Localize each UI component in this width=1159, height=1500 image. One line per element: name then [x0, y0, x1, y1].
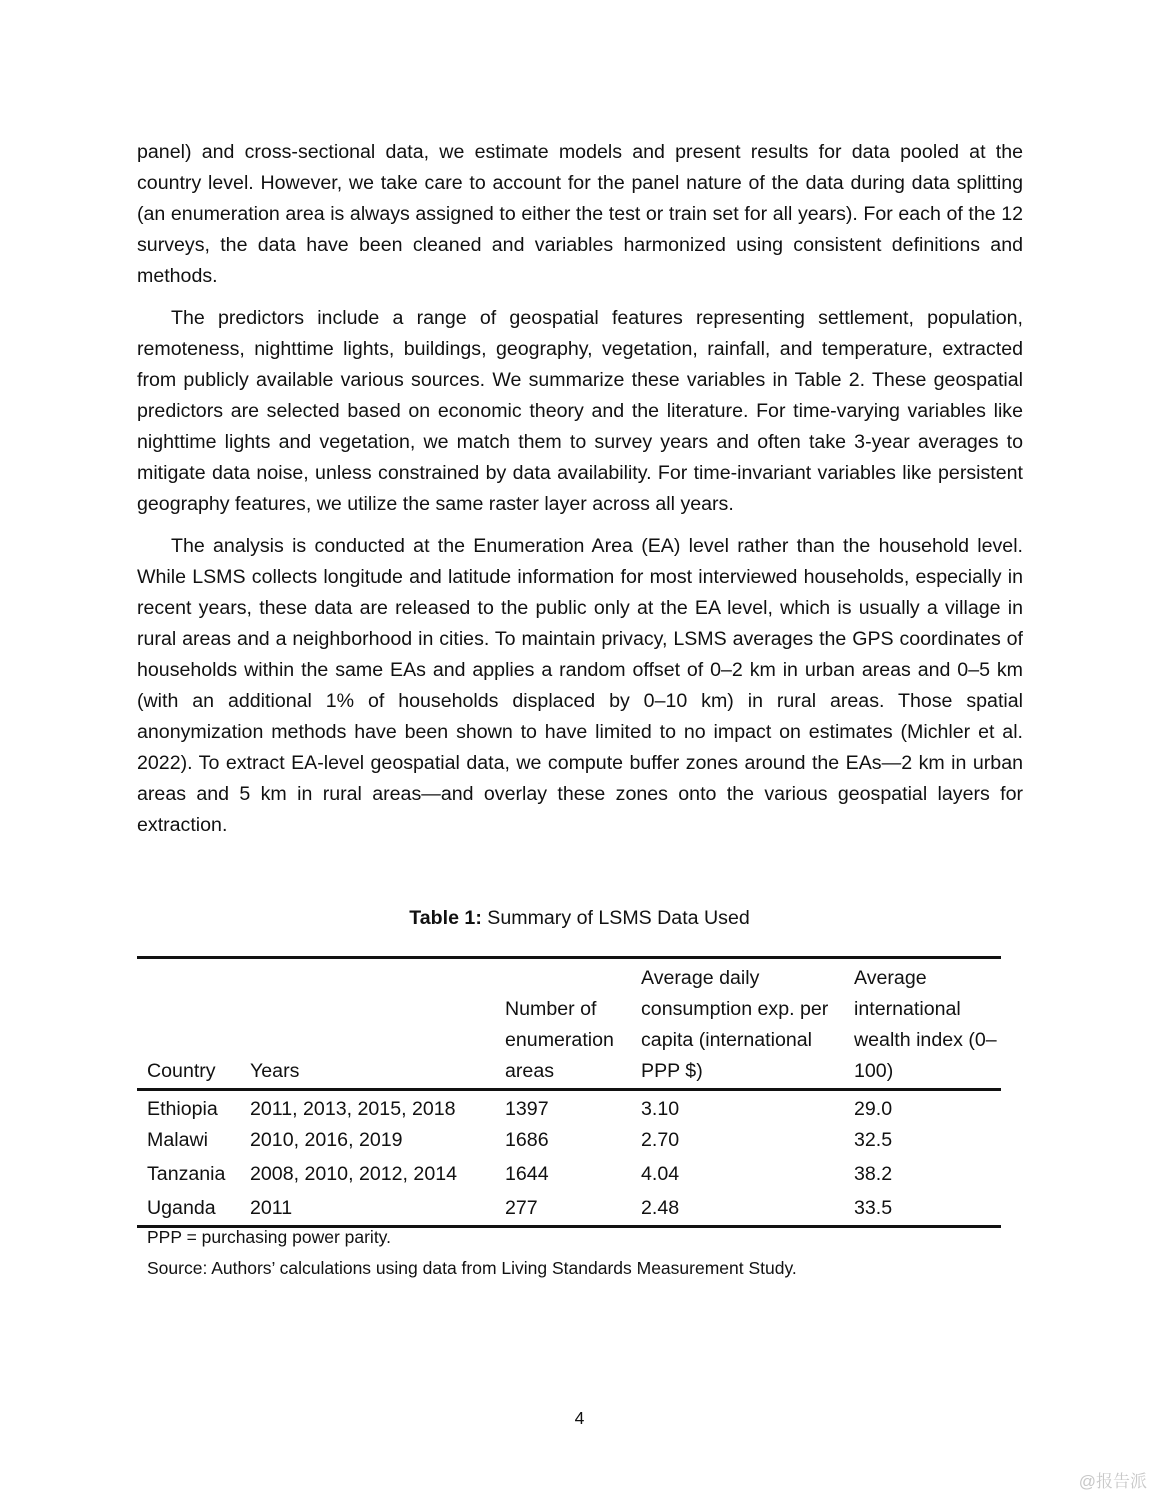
page-number: 4 — [574, 1408, 585, 1428]
cell-enumeration-areas: 1397 — [505, 1098, 549, 1120]
cell-enumeration-areas: 1686 — [505, 1129, 549, 1151]
cell-wealth-index: 32.5 — [854, 1129, 893, 1151]
cell-years: 2011, 2013, 2015, 2018 — [250, 1098, 456, 1120]
table-caption-label: Table 1: — [409, 907, 482, 929]
cell-wealth-index: 38.2 — [854, 1163, 893, 1185]
header-wealth-index: Average international wealth index (0–100) — [844, 959, 1001, 1090]
paragraph: The predictors include a range of geospatial features representing settlement, population, remoteness, nighttime lights, buildings, geography, vegetation, rainfall, and temperature, extracted from publicly available various sources. We summarize these variables in Table 2. These geospatial predictors are selected based on economic theory and the literature. For time-varying variables like nighttime lights and vegetation, we match them to survey years and often take 3-year averages to mitigate data noise, unless constrained by data availability. For time-invariant variables like persistent geography features, we utilize the same raster layer across all years. — [137, 307, 1023, 515]
cell-enumeration-areas: 1644 — [505, 1163, 549, 1185]
header-enumeration-areas: Number of enumeration areas — [495, 959, 631, 1090]
cell-years: 2011 — [240, 1190, 495, 1227]
cell-consumption: 4.04 — [641, 1163, 680, 1185]
cell-country: Tanzania — [147, 1163, 226, 1185]
table-caption-text: Summary of LSMS Data Used — [481, 907, 750, 929]
table-row — [137, 1090, 1001, 1126]
body-text — [137, 137, 1023, 852]
table-caption — [0, 905, 1159, 931]
cell-enumeration-areas: 277 — [495, 1190, 631, 1227]
cell-consumption: 2.48 — [631, 1190, 844, 1227]
header-consumption: Average daily consumption exp. per capita (international PPP $) — [631, 959, 844, 1090]
cell-years: 2008, 2010, 2012, 2014 — [250, 1163, 458, 1185]
paragraph: The analysis is conducted at the Enumeration Area (EA) level rather than the household level. While LSMS collects longitude and latitude information for most interviewed households, especially in recent years, these data are released to the public only at the EA level, which is usually a village in rural areas and a neighborhood in cities. To maintain privacy, LSMS averages the GPS coordinates of households within the same EAs and applies a random offset of 0–2 km in urban areas and 0–5 km (with an additional 1% of households displaced by 0–10 km) in rural areas. Those spatial anonymization methods have been shown to have limited to no impact on estimates (Michler et al. 2022). To extract EA-level geospatial data, we compute buffer zones around the EAs—2 km in urban areas and 5 km in rural areas—and overlay these zones onto the various geospatial layers for extraction. — [137, 535, 1023, 836]
cell-country: Malawi — [147, 1129, 208, 1151]
cell-consumption: 2.70 — [641, 1129, 680, 1151]
cell-consumption: 3.10 — [641, 1098, 680, 1120]
table-notes — [147, 1222, 797, 1284]
header-years: Years — [240, 959, 495, 1090]
watermark: @报告派 — [1078, 1472, 1147, 1491]
cell-wealth-index: 29.0 — [854, 1098, 893, 1120]
paragraph: panel) and cross-sectional data, we estimate models and present results for data pooled at the country level. However, we take care to account for the panel nature of the data during data splitting (an enumeration area is always assigned to either the test or train set for all years). For each of the 12 surveys, the data have been cleaned and variables harmonized using consistent definitions and methods. — [137, 141, 1023, 287]
table-note-abbreviation: PPP = purchasing power parity. — [147, 1227, 392, 1247]
table-note-source: Source: Authors’ calculations using data from Living Standards Measurement Study. — [147, 1258, 797, 1278]
header-country: Country — [137, 959, 240, 1090]
cell-years: 2010, 2016, 2019 — [250, 1129, 403, 1151]
cell-country: Uganda — [137, 1190, 240, 1227]
table-header-row — [137, 959, 1001, 1090]
table-row — [137, 1156, 1001, 1190]
cell-wealth-index: 33.5 — [844, 1190, 1001, 1227]
table-row — [137, 1125, 1001, 1156]
cell-country: Ethiopia — [147, 1098, 218, 1120]
summary-table — [137, 956, 1001, 1228]
